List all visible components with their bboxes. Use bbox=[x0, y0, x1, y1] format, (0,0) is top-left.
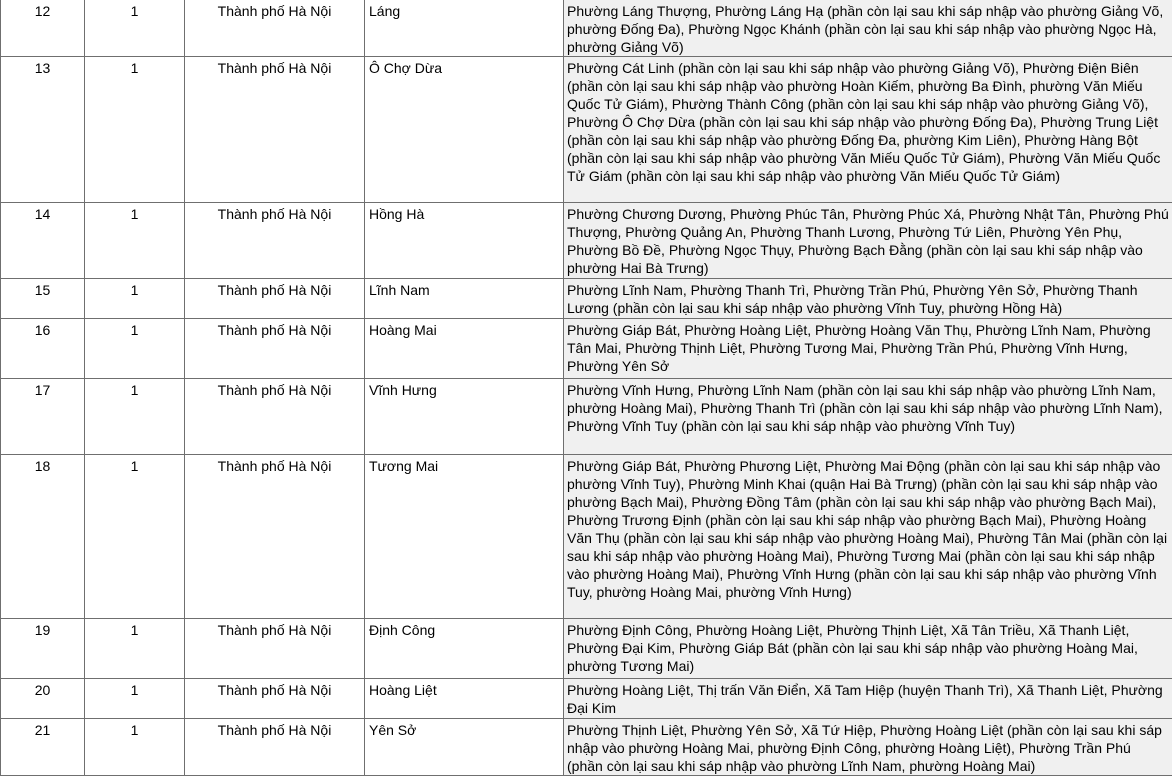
merged-units-cell: Phường Cát Linh (phần còn lại sau khi sáp nhập vào phường Giảng Võ), Phường Điện Biên (phần còn lại sau khi sáp nhập vào phường Hoàn Kiếm, phường Ba Đình, phường Văn Miếu Quốc Tử Giám), Phường Thành Công (phần còn lại sau khi sáp nhập vào phường Giảng Võ), Phường Ô Chợ Dừa (phần còn lại sau khi sáp nhập vào phường Đống Đa), Phường Trung Liệt (phần còn lại sau khi sáp nhập vào phường Đống Đa, phường Kim Liên), Phường Hàng Bột (phần còn lại sau khi sáp nhập vào phường Văn Miếu Quốc Tử Giám), Phường Văn Miếu Quốc Tử Giám (phần còn lại sau khi sáp nhập vào phường Văn Miếu Quốc Tử Giám) bbox=[564, 57, 1172, 203]
table-row bbox=[1, 679, 1172, 719]
merged-units-cell: Phường Giáp Bát, Phường Phương Liệt, Phường Mai Động (phần còn lại sau khi sáp nhập vào phường Vĩnh Tuy), Phường Minh Khai (quận Hai Bà Trưng) (phần còn lại sau khi sáp nhập vào phường Bạch Mai), Phường Đồng Tâm (phần còn lại sau khi sáp nhập vào phường Bạch Mai), Phường Trương Định (phần còn lại sau khi sáp nhập vào phường Bạch Mai), Phường Hoàng Văn Thụ (phần còn lại sau khi sáp nhập vào phường Hoàng Mai), Phường Tân Mai (phần còn lại sau khi sáp nhập vào phường Hoàng Mai), Phường Tương Mai (phần còn lại sau khi sáp nhập vào phường Hoàng Mai), Phường Vĩnh Hưng (phần còn lại sau khi sáp nhập vào phường Vĩnh Tuy, phường Hoàng Mai, phường Vĩnh Hưng) bbox=[564, 455, 1172, 619]
row-number: 15 bbox=[1, 279, 85, 319]
table-row bbox=[1, 455, 1172, 619]
city-cell: Thành phố Hà Nội bbox=[185, 279, 365, 319]
count-cell: 1 bbox=[85, 619, 185, 679]
merged-units-cell: Phường Định Công, Phường Hoàng Liệt, Phường Thịnh Liệt, Xã Tân Triều, Xã Thanh Liệt, Phường Đại Kim, Phường Giáp Bát (phần còn lại sau khi sáp nhập vào phường Hoàng Mai, phường Tương Mai) bbox=[564, 619, 1172, 679]
table-row bbox=[1, 619, 1172, 679]
row-number: 14 bbox=[1, 203, 85, 279]
city-cell: Thành phố Hà Nội bbox=[185, 619, 365, 679]
count-cell: 1 bbox=[85, 679, 185, 719]
count-cell: 1 bbox=[85, 0, 185, 57]
new-ward-cell: Hoàng Liệt bbox=[365, 679, 564, 719]
table-row bbox=[1, 57, 1172, 203]
new-ward-cell: Định Công bbox=[365, 619, 564, 679]
table-row bbox=[1, 719, 1172, 776]
merged-units-cell: Phường Hoàng Liệt, Thị trấn Văn Điển, Xã Tam Hiệp (huyện Thanh Trì), Xã Thanh Liệt, Phường Đại Kim bbox=[564, 679, 1172, 719]
table-row bbox=[1, 319, 1172, 379]
table-row bbox=[1, 0, 1172, 57]
row-number: 19 bbox=[1, 619, 85, 679]
merged-units-cell: Phường Láng Thượng, Phường Láng Hạ (phần còn lại sau khi sáp nhập vào phường Giảng Võ, phường Đống Đa), Phường Ngọc Khánh (phần còn lại sau khi sáp nhập vào phường Ngọc Hà, phường Giảng Võ) bbox=[564, 0, 1172, 57]
city-cell: Thành phố Hà Nội bbox=[185, 679, 365, 719]
row-number: 21 bbox=[1, 719, 85, 776]
merged-units-cell: Phường Lĩnh Nam, Phường Thanh Trì, Phường Trần Phú, Phường Yên Sở, Phường Thanh Lương (phần còn lại sau khi sáp nhập vào phường Vĩnh Tuy, phường Hồng Hà) bbox=[564, 279, 1172, 319]
city-cell: Thành phố Hà Nội bbox=[185, 379, 365, 455]
new-ward-cell: Hoàng Mai bbox=[365, 319, 564, 379]
city-cell: Thành phố Hà Nội bbox=[185, 455, 365, 619]
count-cell: 1 bbox=[85, 379, 185, 455]
new-ward-cell: Ô Chợ Dừa bbox=[365, 57, 564, 203]
new-ward-cell: Tương Mai bbox=[365, 455, 564, 619]
merged-units-cell: Phường Chương Dương, Phường Phúc Tân, Phường Phúc Xá, Phường Nhật Tân, Phường Phú Thượng, Phường Quảng An, Phường Thanh Lương, Phường Tứ Liên, Phường Yên Phụ, Phường Bồ Đề, Phường Ngọc Thụy, Phường Bạch Đằng (phần còn lại sau khi sáp nhập vào phường Hai Bà Trưng) bbox=[564, 203, 1172, 279]
row-number: 16 bbox=[1, 319, 85, 379]
city-cell: Thành phố Hà Nội bbox=[185, 319, 365, 379]
row-number: 18 bbox=[1, 455, 85, 619]
city-cell: Thành phố Hà Nội bbox=[185, 719, 365, 776]
merged-units-cell: Phường Giáp Bát, Phường Hoàng Liệt, Phường Hoàng Văn Thụ, Phường Lĩnh Nam, Phường Tân Mai, Phường Thịnh Liệt, Phường Tương Mai, Phường Trần Phú, Phường Vĩnh Hưng, Phường Yên Sở bbox=[564, 319, 1172, 379]
table-body bbox=[1, 0, 1172, 776]
city-cell: Thành phố Hà Nội bbox=[185, 0, 365, 57]
row-number: 13 bbox=[1, 57, 85, 203]
row-number: 20 bbox=[1, 679, 85, 719]
table-row bbox=[1, 279, 1172, 319]
row-number: 17 bbox=[1, 379, 85, 455]
merged-units-cell: Phường Vĩnh Hưng, Phường Lĩnh Nam (phần còn lại sau khi sáp nhập vào phường Lĩnh Nam, phường Hoàng Mai), Phường Thanh Trì (phần còn lại sau khi sáp nhập vào phường Lĩnh Nam), Phường Vĩnh Tuy (phần còn lại sau khi sáp nhập vào phường Vĩnh Tuy) bbox=[564, 379, 1172, 455]
city-cell: Thành phố Hà Nội bbox=[185, 203, 365, 279]
city-cell: Thành phố Hà Nội bbox=[185, 57, 365, 203]
table-row bbox=[1, 379, 1172, 455]
count-cell: 1 bbox=[85, 203, 185, 279]
new-ward-cell: Yên Sở bbox=[365, 719, 564, 776]
table-row bbox=[1, 203, 1172, 279]
merged-units-cell: Phường Thịnh Liệt, Phường Yên Sở, Xã Tứ Hiệp, Phường Hoàng Liệt (phần còn lại sau khi sáp nhập vào phường Hoàng Mai, phường Định Công, phường Hoàng Liệt), Phường Trần Phú (phần còn lại sau khi sáp nhập vào phường Lĩnh Nam, phường Hoàng Mai) bbox=[564, 719, 1172, 776]
count-cell: 1 bbox=[85, 319, 185, 379]
new-ward-cell: Lĩnh Nam bbox=[365, 279, 564, 319]
new-ward-cell: Hồng Hà bbox=[365, 203, 564, 279]
count-cell: 1 bbox=[85, 455, 185, 619]
count-cell: 1 bbox=[85, 719, 185, 776]
count-cell: 1 bbox=[85, 57, 185, 203]
row-number: 12 bbox=[1, 0, 85, 57]
new-ward-cell: Vĩnh Hưng bbox=[365, 379, 564, 455]
new-ward-cell: Láng bbox=[365, 0, 564, 57]
count-cell: 1 bbox=[85, 279, 185, 319]
